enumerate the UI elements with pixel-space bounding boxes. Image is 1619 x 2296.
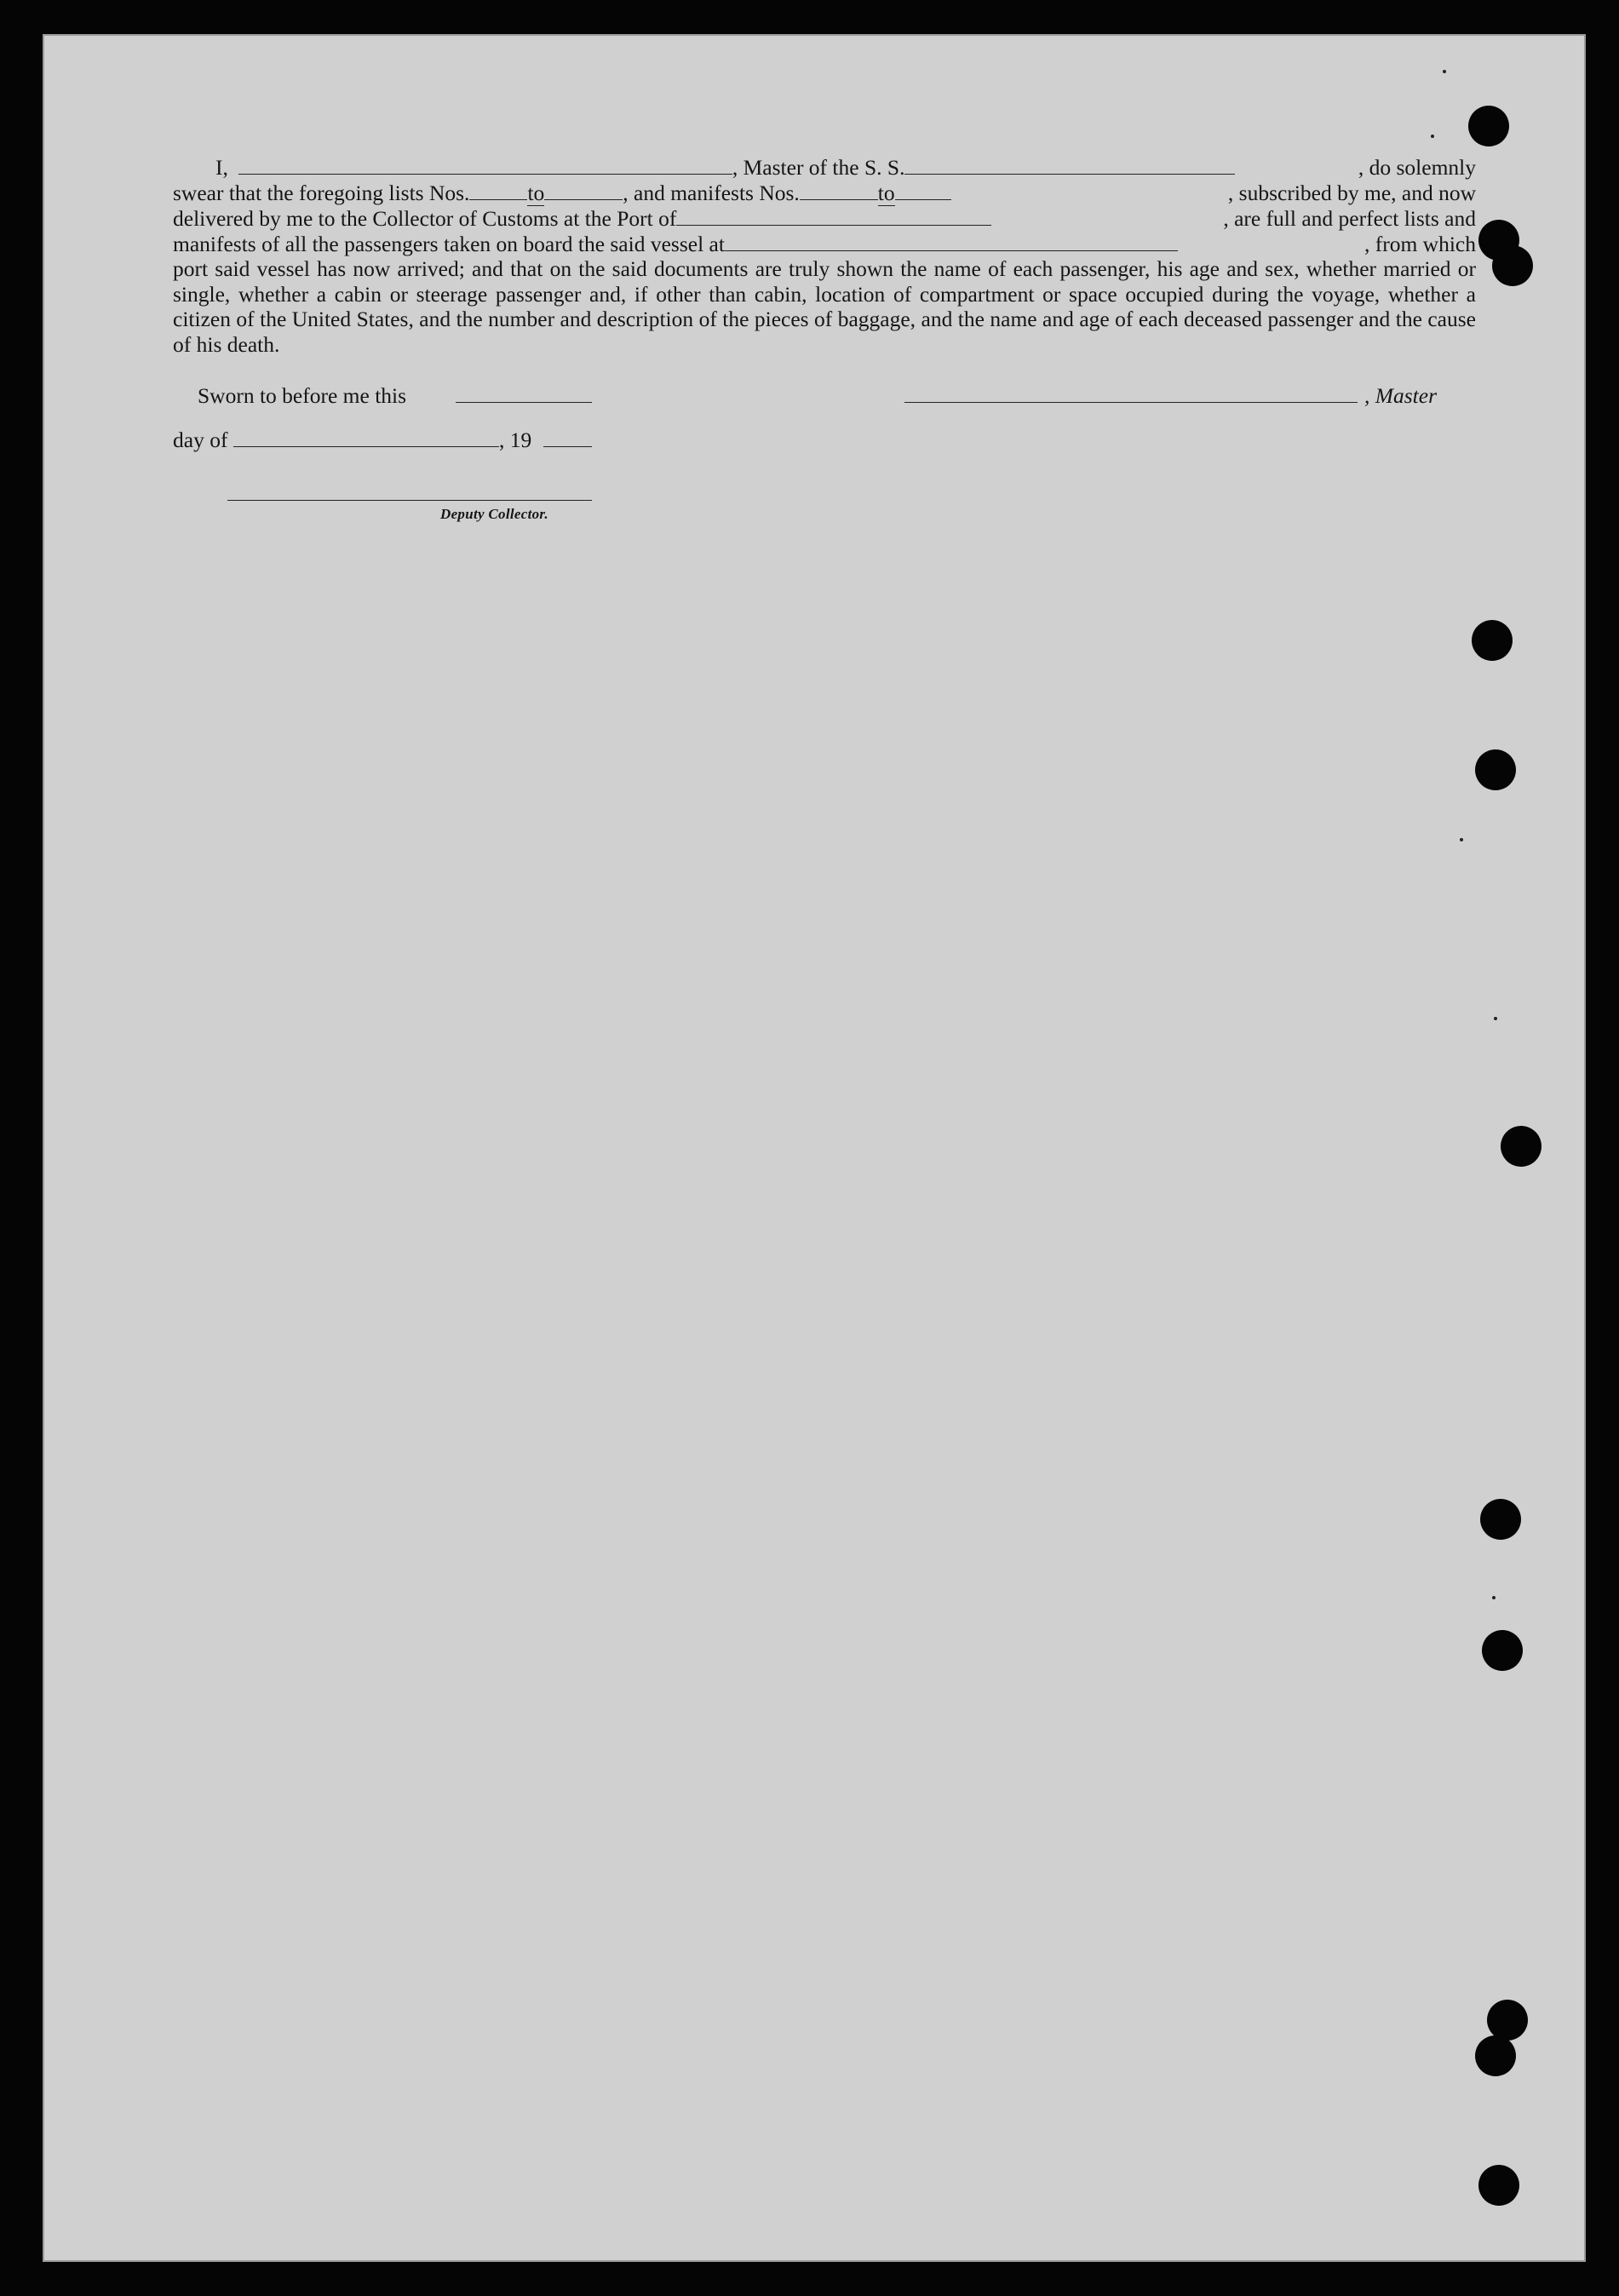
- binder-hole: [1492, 245, 1533, 286]
- sworn-date-field[interactable]: [456, 375, 592, 403]
- port-of-field[interactable]: [676, 208, 991, 226]
- year-prefix-text: , 19: [499, 428, 532, 452]
- oath-subscribed: , subscribed by me, and now: [1227, 180, 1476, 205]
- oath-delivered: delivered by me to the Collector of Customs at the Port of: [173, 206, 677, 231]
- binder-hole: [1475, 749, 1516, 790]
- list-from-field[interactable]: [469, 182, 527, 200]
- ship-name-field[interactable]: [904, 157, 1235, 175]
- sworn-before-me-text: Sworn to before me this: [198, 383, 407, 408]
- oath-from-which: , from which: [1364, 231, 1476, 256]
- year-line: [499, 428, 531, 453]
- oath-line-2: [173, 181, 1476, 207]
- oath-manifests-of-all: manifests of all the passengers taken on board the said vessel at: [173, 231, 725, 256]
- day-of-field[interactable]: [233, 421, 499, 447]
- manifest-to-field[interactable]: [895, 182, 951, 200]
- day-of-line: [173, 428, 227, 453]
- oath-swear: swear that the foregoing lists Nos.: [173, 180, 470, 205]
- binder-hole: [1468, 106, 1509, 146]
- master-label: , Master: [1364, 383, 1437, 408]
- oath-line-3: [173, 206, 1476, 232]
- paper-speck: [1492, 1596, 1496, 1599]
- deputy-collector-signature-field[interactable]: [227, 470, 592, 501]
- master-signature-field[interactable]: [904, 375, 1358, 403]
- oath-body: port said vessel has now arrived; and that on the said documents are truly shown the name of each passenger, his age and sex, whether married or single, whether a cabin or steerage passenger and, if other than cabin, location of compartment or space occupied during the voyage, whether a citizen of the United States, and the number and description of the pieces of baggage, and the name and age of each deceased passenger and the cause of his death.: [173, 256, 1476, 357]
- binder-hole: [1487, 2000, 1528, 2041]
- oath-line-4: [173, 232, 1476, 257]
- binder-hole: [1478, 2165, 1519, 2206]
- embark-port-field[interactable]: [725, 233, 1178, 251]
- paper-speck: [1494, 1017, 1497, 1020]
- oath-master-of-ss: , Master of the S. S.: [732, 155, 905, 180]
- oath-to-2: to: [877, 180, 895, 205]
- list-to-field[interactable]: [544, 182, 623, 200]
- oath-to-1: to: [527, 180, 545, 205]
- binder-hole: [1475, 2035, 1516, 2076]
- oath-do-solemnly: , do solemnly: [1358, 155, 1476, 180]
- binder-hole: [1501, 1126, 1541, 1167]
- binder-hole: [1482, 1630, 1523, 1671]
- sworn-line: [198, 383, 406, 409]
- day-of-text: day of: [173, 428, 228, 452]
- master-name-field[interactable]: [238, 157, 732, 175]
- paper-speck: [1443, 70, 1446, 73]
- oath-paragraph: [173, 155, 1476, 357]
- manifest-from-field[interactable]: [800, 182, 878, 200]
- paper-speck: [1431, 135, 1434, 138]
- binder-hole: [1480, 1499, 1521, 1540]
- oath-full-perfect: , are full and perfect lists and: [1223, 206, 1476, 231]
- paper-speck: [1460, 838, 1463, 841]
- deputy-collector-label: Deputy Collector.: [440, 506, 548, 522]
- oath-lead: I,: [215, 155, 228, 180]
- year-field[interactable]: [543, 421, 592, 447]
- document-page: [43, 34, 1586, 2262]
- oath-and-manifests: , and manifests Nos.: [623, 180, 800, 205]
- oath-line-1: [173, 155, 1476, 181]
- binder-hole: [1472, 620, 1513, 661]
